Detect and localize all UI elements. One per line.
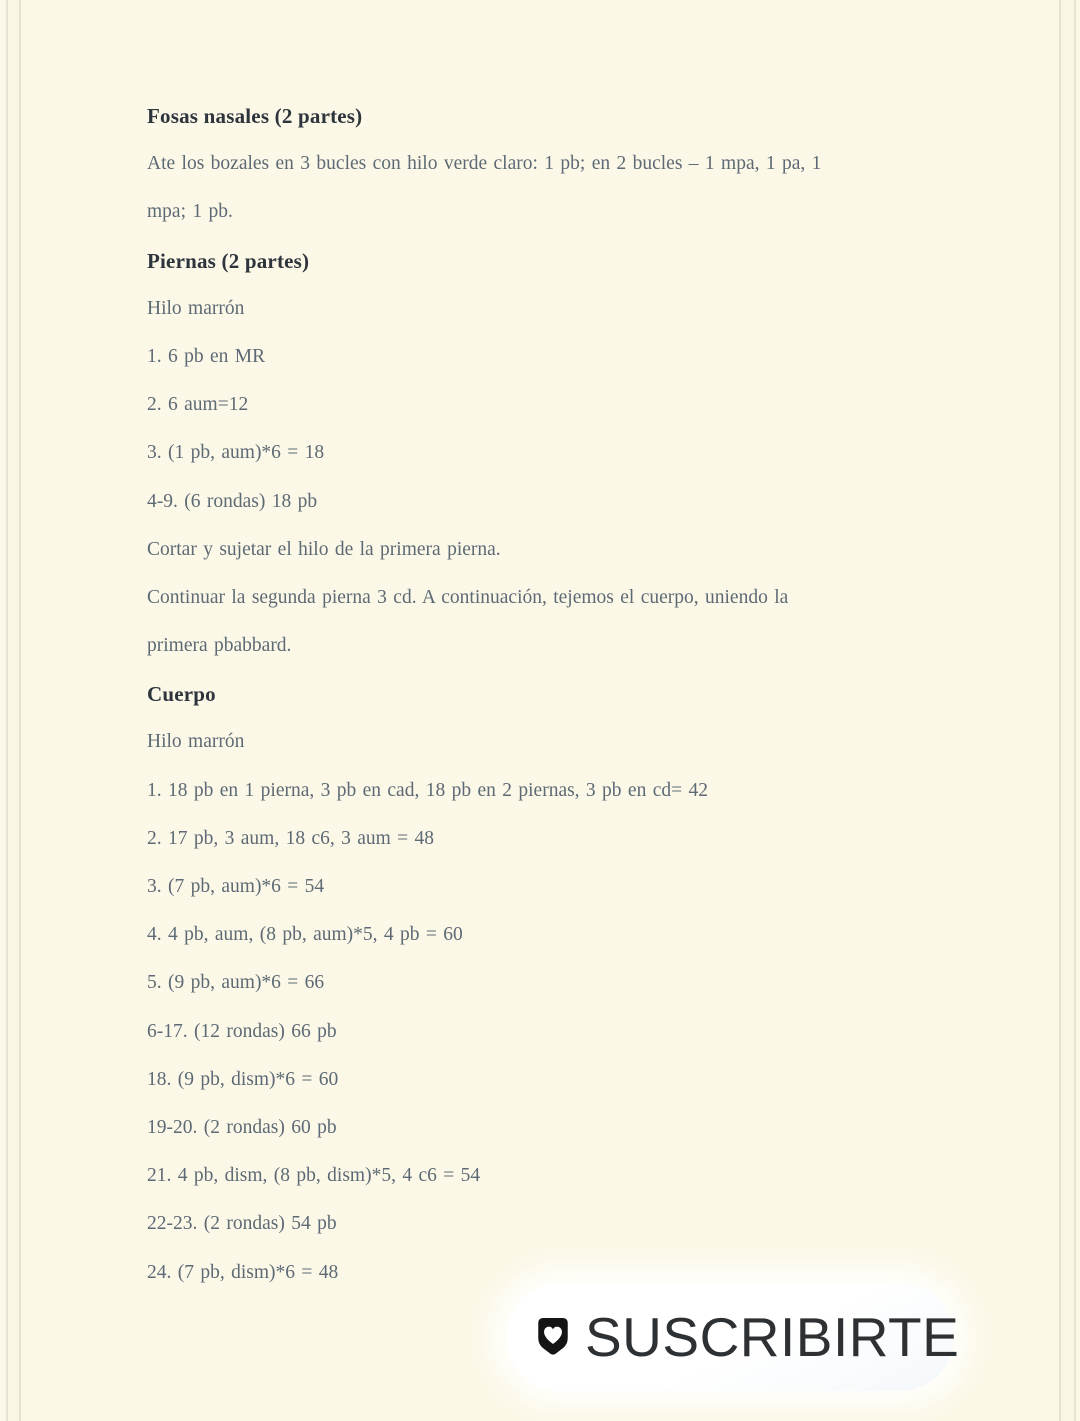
subscribe-button[interactable] (506, 1283, 960, 1391)
page-edge-line (1059, 0, 1061, 1421)
pattern-line: primera pbabbard. (147, 635, 292, 657)
page-edge-line (6, 0, 8, 1421)
pattern-document (147, 92, 977, 1297)
page-edge-strip-left (8, 0, 19, 1421)
pattern-line: 1. 6 pb en MR (147, 345, 266, 367)
pattern-line: 6-17. (12 rondas) 66 pb (147, 1020, 337, 1042)
pattern-line: 2. 17 pb, 3 aum, 18 c6, 3 aum = 48 (147, 827, 435, 849)
pattern-line: Hilo marrón (147, 297, 245, 319)
pattern-line: 3. (1 pb, aum)*6 = 18 (147, 442, 325, 464)
section-heading: Cuerpo (147, 682, 216, 707)
pattern-line: mpa; 1 pb. (147, 201, 233, 223)
pattern-line: 1. 18 pb en 1 pierna, 3 pb en cad, 18 pb en 2 piernas, 3 pb en cd= 42 (147, 779, 708, 801)
pattern-line: Cortar y sujetar el hilo de la primera pierna. (147, 538, 501, 560)
pattern-line: Hilo marrón (147, 731, 245, 753)
pattern-line: 4. 4 pb, aum, (8 pb, aum)*5, 4 pb = 60 (147, 924, 463, 946)
pattern-line: 22-23. (2 rondas) 54 pb (147, 1213, 337, 1235)
pattern-line: 24. (7 pb, dism)*6 = 48 (147, 1261, 339, 1283)
page-edge-line (1074, 0, 1076, 1421)
section-heading: Piernas (2 partes) (147, 248, 310, 273)
pattern-line: 3. (7 pb, aum)*6 = 54 (147, 876, 325, 897)
pattern-line: 18. (9 pb, dism)*6 = 60 (147, 1068, 339, 1090)
pattern-line: Continuar la segunda pierna 3 cd. A continuación, tejemos el cuerpo, uniendo la (147, 586, 789, 608)
pattern-line: 4-9. (6 rondas) 18 pb (147, 490, 318, 512)
page-edge-strip-right (1061, 0, 1074, 1421)
pattern-line: Ate los bozales en 3 bucles con hilo verde claro: 1 pb; en 2 bucles – 1 mpa, 1 pa, 1 (147, 153, 822, 175)
subscribe-label: SUSCRIBIRTE (585, 1306, 960, 1368)
section-heading: Fosas nasales (2 partes) (147, 104, 363, 128)
pattern-line: 2. 6 aum=12 (147, 394, 249, 416)
pattern-line: 21. 4 pb, dism, (8 pb, dism)*5, 4 c6 = 54 (147, 1165, 481, 1187)
page-edge-line (19, 0, 21, 1421)
pattern-line: 5. (9 pb, aum)*6 = 66 (147, 972, 325, 994)
shield-heart-icon (536, 1317, 570, 1357)
pattern-line: 19-20. (2 rondas) 60 pb (147, 1116, 337, 1138)
